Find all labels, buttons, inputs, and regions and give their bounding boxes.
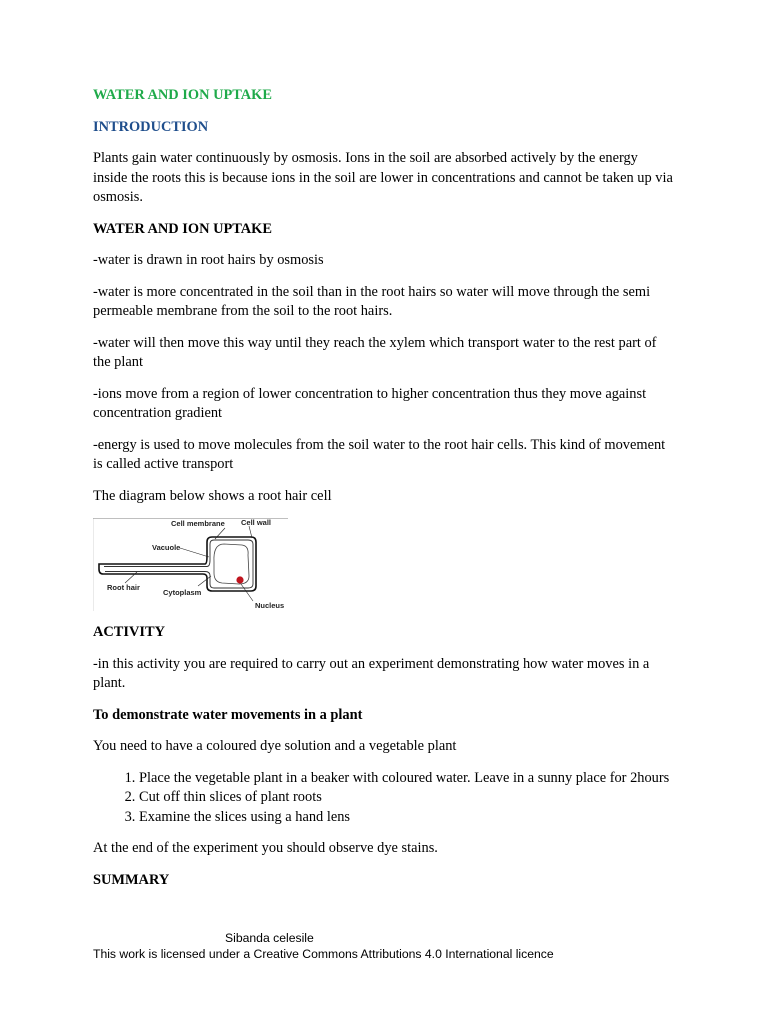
- footer-license: This work is licensed under a Creative Commons Attributions 4.0 International licence: [93, 947, 554, 961]
- point-paragraph: -energy is used to move molecules from the soil water to the root hair cells. This kind of movement is called active transport: [93, 436, 666, 472]
- section-heading: WATER AND ION UPTAKE: [93, 220, 272, 237]
- list-item: 3. Examine the slices using a hand lens: [139, 808, 673, 828]
- label-cytoplasm: Cytoplasm: [163, 588, 202, 597]
- label-cell-membrane: Cell membrane: [171, 519, 225, 528]
- experiment-intro: You need to have a coloured dye solution and a vegetable plant: [93, 738, 457, 754]
- document-title: WATER AND ION UPTAKE: [93, 87, 272, 103]
- list-item: 2. Cut off thin slices of plant roots: [139, 788, 673, 808]
- summary-heading: SUMMARY: [93, 871, 170, 888]
- footer-author: Sibanda celesile: [225, 931, 314, 945]
- point-paragraph: -water is drawn in root hairs by osmosis: [93, 252, 324, 268]
- conclusion-paragraph: At the end of the experiment you should observe dye stains.: [93, 840, 438, 856]
- activity-paragraph: -in this activity you are required to carry out an experiment demonstrating how water moves in a plant.: [93, 655, 650, 691]
- diagram-intro: The diagram below shows a root hair cell: [93, 487, 332, 504]
- point-paragraph: -ions move from a region of lower concentration to higher concentration thus they move against concentration gradient: [93, 385, 647, 421]
- experiment-heading: To demonstrate water movements in a plant: [93, 706, 363, 723]
- label-vacuole: Vacuole: [152, 543, 181, 552]
- point-paragraph: -water will then move this way until they reach the xylem which transport water to the rest part of the plant: [93, 334, 657, 370]
- list-item: 1. Place the vegetable plant in a beaker with coloured water. Leave in a sunny place for 2hours: [139, 769, 673, 789]
- page-footer: [93, 930, 673, 962]
- point-paragraph: -water is more concentrated in the soil than in the root hairs so water will move through the semi permeable membrane from the soil to the root hairs.: [93, 283, 651, 319]
- label-nucleus: Nucleus: [255, 601, 285, 610]
- nucleus-shape: [236, 576, 243, 583]
- introduction-paragraph: Plants gain water continuously by osmosis. Ions in the soil are absorbed actively by the energy inside the roots this is because ions in the soil are lower in concentrations and cannot be taken up via osmosis.: [93, 150, 673, 205]
- introduction-heading: INTRODUCTION: [93, 118, 209, 135]
- root-hair-cell-diagram: [93, 518, 288, 611]
- label-cell-wall: Cell wall: [241, 518, 272, 527]
- document-page: [93, 86, 673, 902]
- activity-heading: ACTIVITY: [93, 624, 165, 640]
- steps-list: [93, 769, 673, 828]
- label-root-hair: Root hair: [107, 583, 140, 592]
